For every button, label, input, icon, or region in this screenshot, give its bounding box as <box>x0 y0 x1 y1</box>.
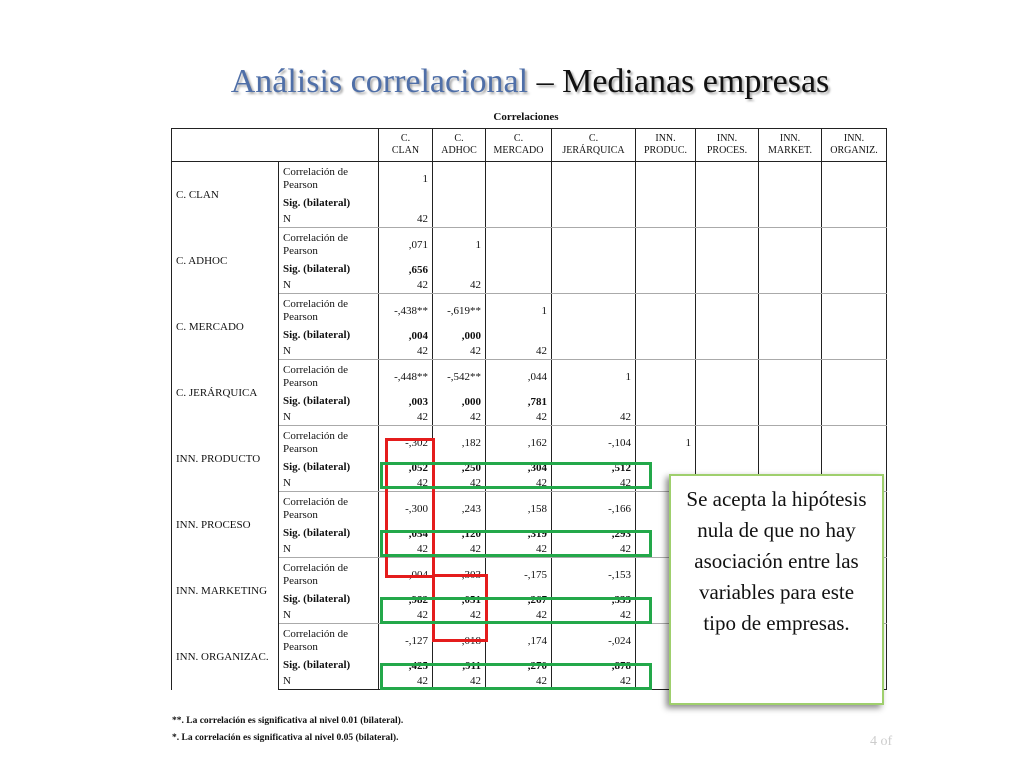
table-cell <box>696 162 759 196</box>
stat-label: Sig. (bilateral) <box>279 394 379 410</box>
table-cell: 42 <box>552 410 636 426</box>
stat-label: Correlación de Pearson <box>279 426 379 460</box>
table-cell: ,781 <box>486 394 552 410</box>
row-variable-name: C. ADHOC <box>172 228 279 294</box>
footnotes <box>172 713 403 747</box>
table-cell: ,052 <box>379 460 433 476</box>
table-cell <box>379 196 433 212</box>
table-cell <box>696 262 759 278</box>
table-cell: 42 <box>486 344 552 360</box>
header-row <box>172 129 887 162</box>
table-cell: 42 <box>379 476 433 492</box>
table-cell: ,512 <box>552 460 636 476</box>
table-cell: -,302 <box>379 426 433 460</box>
table-cell: ,051 <box>433 592 486 608</box>
table-cell <box>822 426 887 460</box>
table-cell: ,270 <box>486 658 552 674</box>
table-cell: 42 <box>379 608 433 624</box>
table-cell <box>822 394 887 410</box>
table-cell: -,300 <box>379 492 433 526</box>
column-header-line1: INN. <box>779 133 801 144</box>
table-cell: -,127 <box>379 624 433 658</box>
table-cell: ,162 <box>486 426 552 460</box>
stat-label: Correlación de Pearson <box>279 360 379 394</box>
table-cell <box>759 394 822 410</box>
table-cell: -,542** <box>433 360 486 394</box>
column-header <box>636 129 696 162</box>
table-cell: -,024 <box>552 624 636 658</box>
table-cell <box>822 344 887 360</box>
table-cell <box>552 196 636 212</box>
table-row <box>172 228 887 262</box>
table-cell <box>636 162 696 196</box>
table-cell: -,438** <box>379 294 433 328</box>
table-cell <box>636 294 696 328</box>
table-cell <box>759 162 822 196</box>
table-cell <box>552 162 636 196</box>
table-row <box>172 410 887 426</box>
table-cell <box>636 228 696 262</box>
table-cell <box>696 294 759 328</box>
table-cell: ,071 <box>379 228 433 262</box>
table-cell <box>822 360 887 394</box>
table-cell: -,175 <box>486 558 552 592</box>
table-cell <box>759 196 822 212</box>
column-header <box>759 129 822 162</box>
table-cell <box>822 328 887 344</box>
row-variable-name: INN. PROCESO <box>172 492 279 558</box>
table-cell: ,054 <box>379 526 433 542</box>
table-cell: 1 <box>636 426 696 460</box>
table-cell: 1 <box>486 294 552 328</box>
stat-label: Correlación de Pearson <box>279 162 379 196</box>
table-row <box>172 328 887 344</box>
table-cell <box>636 328 696 344</box>
table-cell: ,303 <box>433 558 486 592</box>
table-cell <box>822 262 887 278</box>
stat-label: Correlación de Pearson <box>279 228 379 262</box>
column-header <box>552 129 636 162</box>
table-cell <box>552 278 636 294</box>
page-number: 4 of <box>870 734 893 749</box>
table-cell: -,619** <box>433 294 486 328</box>
table-cell: 1 <box>552 360 636 394</box>
table-cell: -,166 <box>552 492 636 526</box>
stat-label: Sig. (bilateral) <box>279 592 379 608</box>
table-cell <box>822 162 887 196</box>
table-cell <box>759 410 822 426</box>
column-header <box>822 129 887 162</box>
table-cell <box>822 294 887 328</box>
table-row <box>172 394 887 410</box>
table-cell: 42 <box>379 278 433 294</box>
table-cell <box>759 228 822 262</box>
column-header-line1: INN. <box>716 133 738 144</box>
table-cell <box>433 162 486 196</box>
table-cell: 42 <box>486 674 552 690</box>
table-cell <box>696 278 759 294</box>
stat-label: N <box>279 476 379 492</box>
table-cell: 42 <box>433 674 486 690</box>
table-cell: ,182 <box>433 426 486 460</box>
table-cell <box>552 212 636 228</box>
table-cell: 42 <box>433 476 486 492</box>
table-cell <box>696 426 759 460</box>
table-caption: Correlaciones <box>493 111 559 123</box>
table-cell: -,448** <box>379 360 433 394</box>
table-cell: ,250 <box>433 460 486 476</box>
stat-label: Sig. (bilateral) <box>279 658 379 674</box>
header-blank <box>172 129 379 162</box>
table-cell <box>759 344 822 360</box>
table-cell <box>486 212 552 228</box>
column-header <box>696 129 759 162</box>
column-header <box>486 129 552 162</box>
table-cell <box>636 410 696 426</box>
table-cell <box>696 360 759 394</box>
table-cell: ,120 <box>433 526 486 542</box>
column-header-line2: CLAN <box>391 145 420 156</box>
table-cell: ,267 <box>486 592 552 608</box>
table-cell: 42 <box>486 542 552 558</box>
table-cell: ,003 <box>379 394 433 410</box>
table-cell <box>636 360 696 394</box>
table-cell: ,656 <box>379 262 433 278</box>
table-cell <box>486 228 552 262</box>
table-cell <box>822 212 887 228</box>
table-cell: 42 <box>379 344 433 360</box>
table-cell <box>696 228 759 262</box>
table-cell <box>759 262 822 278</box>
slide-title <box>0 60 1024 104</box>
column-header-line2: ADHOC <box>441 145 477 156</box>
table-cell <box>486 278 552 294</box>
table-cell <box>759 278 822 294</box>
table-cell: -,104 <box>552 426 636 460</box>
table-cell <box>486 262 552 278</box>
table-cell: ,000 <box>433 328 486 344</box>
table-cell <box>433 196 486 212</box>
table-row <box>172 294 887 328</box>
table-cell <box>636 212 696 228</box>
table-cell <box>759 294 822 328</box>
stat-label: N <box>279 410 379 426</box>
table-cell <box>636 262 696 278</box>
table-cell <box>486 196 552 212</box>
table-cell: ,293 <box>552 526 636 542</box>
stat-label: Sig. (bilateral) <box>279 328 379 344</box>
table-cell: 42 <box>433 278 486 294</box>
column-header-line1: C. <box>454 133 464 144</box>
stat-label: Correlación de Pearson <box>279 492 379 526</box>
table-cell: 1 <box>379 162 433 196</box>
stat-label: N <box>279 608 379 624</box>
table-cell: ,044 <box>486 360 552 394</box>
table-cell: ,158 <box>486 492 552 526</box>
column-header-line1: C. <box>400 133 411 144</box>
table-cell <box>822 228 887 262</box>
column-header <box>379 129 433 162</box>
table-cell: 42 <box>552 542 636 558</box>
table-cell: 42 <box>379 542 433 558</box>
table-cell: 42 <box>552 674 636 690</box>
stat-label: N <box>279 278 379 294</box>
table-row <box>172 344 887 360</box>
title-main: Análisis correlacional <box>230 63 529 100</box>
table-cell: ,911 <box>433 658 486 674</box>
table-cell: 42 <box>552 476 636 492</box>
callout-box: Se acepta la hipótesis nula de que no hay asociación entre las variables para este tipo de empresas. <box>669 474 884 705</box>
table-cell: ,000 <box>433 394 486 410</box>
column-header-line1: C. <box>513 133 524 144</box>
table-cell: ,425 <box>379 658 433 674</box>
table-cell <box>822 196 887 212</box>
stat-label: N <box>279 542 379 558</box>
table-cell <box>552 262 636 278</box>
table-cell: 42 <box>433 542 486 558</box>
table-cell: 42 <box>379 674 433 690</box>
row-variable-name: INN. MARKETING <box>172 558 279 624</box>
stat-label: Sig. (bilateral) <box>279 526 379 542</box>
table-cell: -,004 <box>379 558 433 592</box>
column-header-line2: PROCES. <box>706 145 748 156</box>
table-cell <box>696 212 759 228</box>
stat-label: N <box>279 674 379 690</box>
table-cell: 1 <box>433 228 486 262</box>
table-cell <box>696 410 759 426</box>
table-cell: ,004 <box>379 328 433 344</box>
stat-label: N <box>279 344 379 360</box>
row-variable-name: C. JERÁRQUICA <box>172 360 279 426</box>
table-cell <box>759 212 822 228</box>
column-header-line2: MERCADO <box>493 145 544 156</box>
column-header-line2: ORGANIZ. <box>830 145 878 156</box>
column-header-line1: INN. <box>843 133 865 144</box>
table-cell: ,174 <box>486 624 552 658</box>
table-row <box>172 212 887 228</box>
table-cell <box>552 294 636 328</box>
row-variable-name: INN. ORGANIZAC. <box>172 624 279 690</box>
column-header-line2: PRODUC. <box>643 145 688 156</box>
table-row <box>172 196 887 212</box>
table-cell: 42 <box>486 410 552 426</box>
table-cell: ,878 <box>552 658 636 674</box>
footnote-005: *. La correlación es significativa al nivel 0.05 (bilateral). <box>172 733 399 743</box>
table-cell <box>696 394 759 410</box>
table-cell: -,153 <box>552 558 636 592</box>
column-header-line2: MARKET. <box>768 145 812 156</box>
table-cell <box>636 196 696 212</box>
table-row <box>172 426 887 460</box>
table-cell <box>696 328 759 344</box>
table-cell <box>822 410 887 426</box>
table-cell: 42 <box>433 344 486 360</box>
stat-label: Sig. (bilateral) <box>279 460 379 476</box>
table-cell: ,333 <box>552 592 636 608</box>
row-variable-name: C. MERCADO <box>172 294 279 360</box>
stat-label: Sig. (bilateral) <box>279 196 379 212</box>
table-cell: 42 <box>433 608 486 624</box>
title-rest: – Medianas empresas <box>528 63 830 100</box>
table-cell <box>433 212 486 228</box>
table-cell: 42 <box>379 212 433 228</box>
table-cell: ,319 <box>486 526 552 542</box>
table-cell <box>696 344 759 360</box>
stat-label: Correlación de Pearson <box>279 294 379 328</box>
table-cell: ,243 <box>433 492 486 526</box>
table-cell: 42 <box>486 476 552 492</box>
table-cell <box>486 328 552 344</box>
table-cell: -,018 <box>433 624 486 658</box>
column-header-line1: C. <box>588 133 599 144</box>
stat-label: Sig. (bilateral) <box>279 262 379 278</box>
table-cell <box>552 394 636 410</box>
table-cell <box>552 344 636 360</box>
table-cell <box>486 162 552 196</box>
table-cell <box>636 278 696 294</box>
table-cell: ,982 <box>379 592 433 608</box>
table-row <box>172 262 887 278</box>
table-cell: 42 <box>433 410 486 426</box>
column-header-line1: INN. <box>655 133 676 144</box>
table-row <box>172 278 887 294</box>
table-cell <box>759 360 822 394</box>
row-variable-name: C. CLAN <box>172 162 279 228</box>
table-cell <box>759 328 822 344</box>
table-cell <box>552 228 636 262</box>
table-cell <box>696 196 759 212</box>
stat-label: Correlación de Pearson <box>279 558 379 592</box>
column-header <box>433 129 486 162</box>
footnote-001: **. La correlación es significativa al nivel 0.01 (bilateral). <box>172 716 404 726</box>
table-cell: ,304 <box>486 460 552 476</box>
stat-label: N <box>279 212 379 228</box>
table-cell <box>433 262 486 278</box>
stat-label: Correlación de Pearson <box>279 624 379 658</box>
table-cell <box>636 344 696 360</box>
table-cell <box>552 328 636 344</box>
column-header-line2: JERÁRQUICA <box>562 145 625 156</box>
table-cell: 42 <box>486 608 552 624</box>
table-cell <box>822 278 887 294</box>
table-row <box>172 360 887 394</box>
table-cell <box>636 394 696 410</box>
table-cell <box>759 426 822 460</box>
table-row <box>172 162 887 196</box>
table-cell: 42 <box>552 608 636 624</box>
table-cell: 42 <box>379 410 433 426</box>
row-variable-name: INN. PRODUCTO <box>172 426 279 492</box>
